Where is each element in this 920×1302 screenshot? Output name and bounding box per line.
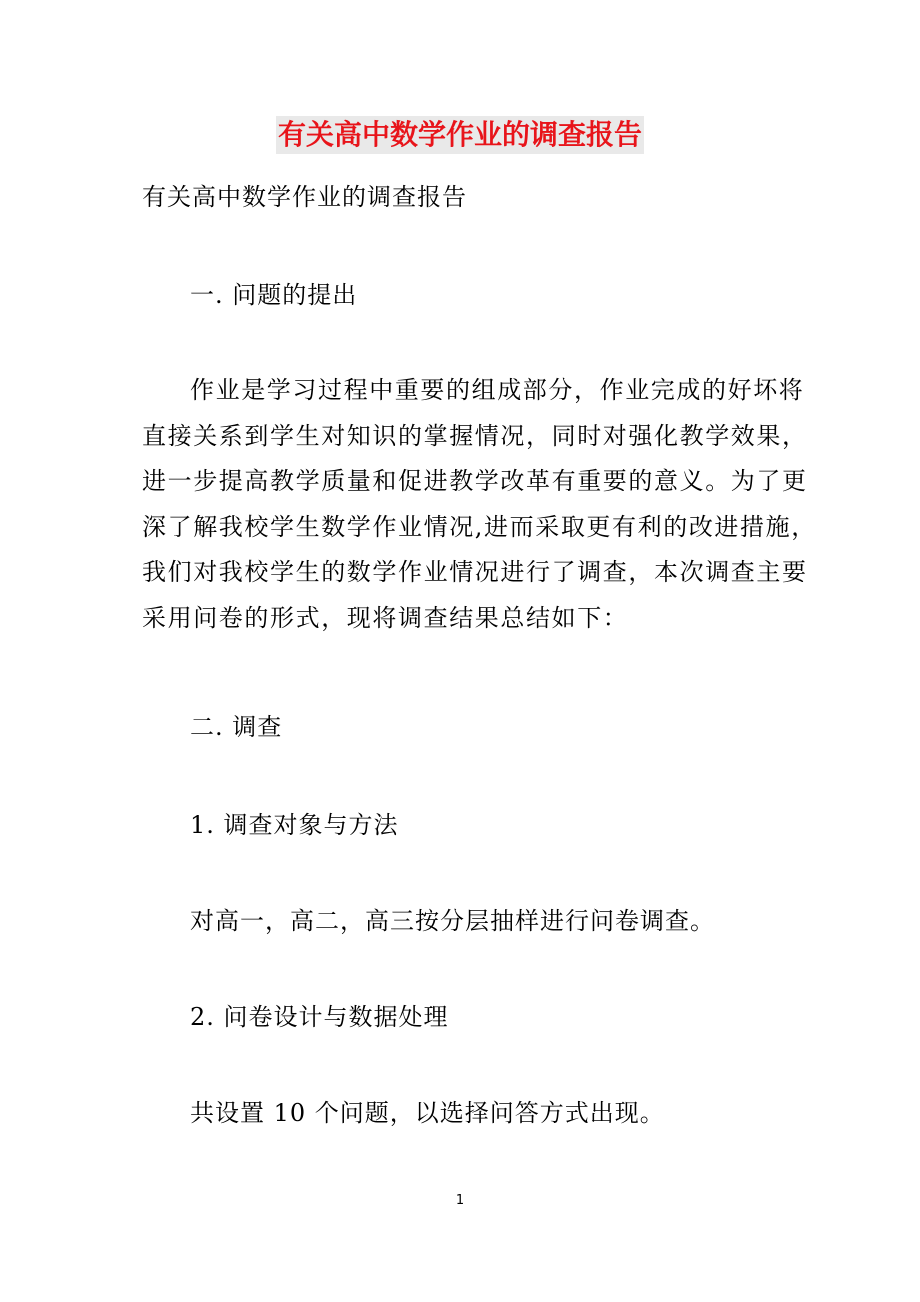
title-container [0, 116, 920, 154]
paragraph-line: 我们对我校学生的数学作业情况进行了调查，本次调查主要 [142, 558, 808, 586]
document-title: 有关高中数学作业的调查报告 [276, 116, 644, 154]
paragraph-line: 采用问卷的形式，现将调查结果总结如下： [142, 603, 629, 632]
item2-text: 共设置 10 个问题，以选择问答方式出现。 [190, 1099, 665, 1127]
section2-heading: 二. 调查 [190, 713, 283, 741]
page-number: 1 [455, 1193, 465, 1208]
item1-text: 对高一，高二，高三按分层抽样进行问卷调查。 [190, 907, 715, 935]
paragraph-line: 直接关系到学生对知识的掌握情况，同时对强化教学效果， [142, 421, 808, 450]
item1-heading: 1. 调查对象与方法 [190, 811, 399, 839]
section1-heading: 一. 问题的提出 [190, 281, 358, 309]
paragraph-line: 深了解我校学生数学作业情况,进而采取更有利的改进措施， [142, 512, 817, 541]
paragraph-line: 作业是学习过程中重要的组成部分，作业完成的好坏将 [190, 376, 805, 404]
paragraph-line: 进一步提高教学质量和促进教学改革有重要的意义。为了更 [142, 467, 808, 495]
item2-heading: 2. 问卷设计与数据处理 [190, 1003, 449, 1031]
section1-paragraph [142, 368, 817, 641]
document-subtitle: 有关高中数学作业的调查报告 [142, 183, 467, 211]
